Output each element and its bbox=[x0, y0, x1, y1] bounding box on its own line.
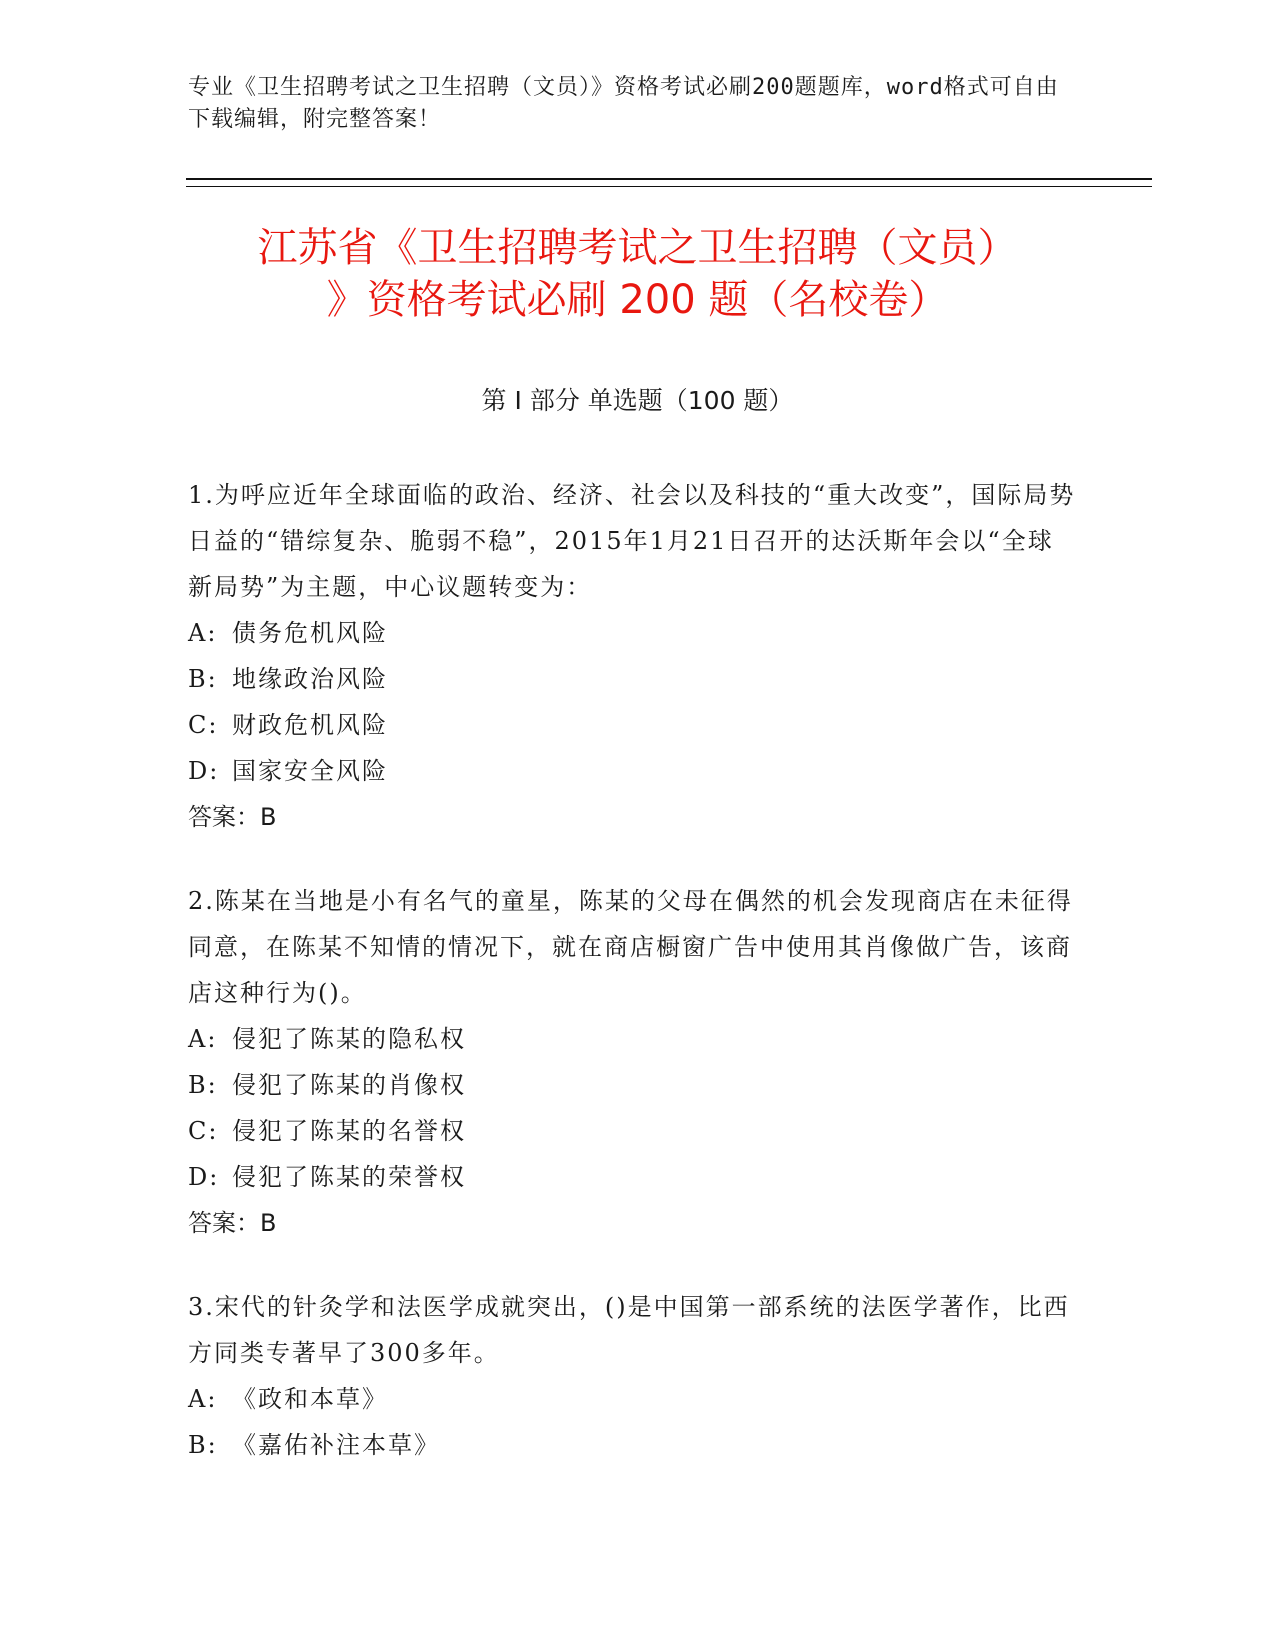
answer-value: B bbox=[260, 803, 277, 831]
option-b bbox=[188, 1062, 1078, 1108]
option-letter: B: bbox=[188, 1071, 218, 1099]
option-a bbox=[188, 610, 1078, 656]
question-stem: 2.陈某在当地是小有名气的童星，陈某的父母在偶然的机会发现商店在未征得同意，在陈某不知情的情况下，就在商店橱窗广告中使用其肖像做广告，该商店这种行为()。 bbox=[188, 887, 1073, 1007]
document-title-line-2: 》资格考试必刷 200 题（名校卷） bbox=[326, 277, 949, 323]
option-d bbox=[188, 1154, 1078, 1200]
question-item bbox=[188, 472, 1078, 840]
question-item bbox=[188, 1284, 1078, 1468]
option-b bbox=[188, 1422, 1078, 1468]
option-a bbox=[188, 1016, 1078, 1062]
answer-line bbox=[188, 794, 1078, 840]
option-letter: D: bbox=[188, 1163, 220, 1191]
option-d bbox=[188, 748, 1078, 794]
header-divider bbox=[186, 178, 1152, 180]
option-c bbox=[188, 702, 1078, 748]
option-text: 《政和本草》 bbox=[232, 1385, 388, 1413]
option-letter: A: bbox=[188, 1385, 218, 1413]
section-title: 第 I 部分 单选题（100 题） bbox=[481, 386, 794, 415]
option-letter: B: bbox=[188, 1431, 218, 1459]
option-text: 侵犯了陈某的名誉权 bbox=[232, 1117, 466, 1145]
header-note: 专业《卫生招聘考试之卫生招聘（文员）》资格考试必刷200题题库，word格式可自由下载编辑，附完整答案！ bbox=[188, 75, 1059, 132]
document-title-line-1: 江苏省《卫生招聘考试之卫生招聘（文员） bbox=[257, 225, 1018, 271]
answer-value: B bbox=[260, 1209, 277, 1237]
option-letter: A: bbox=[188, 1025, 218, 1053]
option-text: 侵犯了陈某的肖像权 bbox=[232, 1071, 466, 1099]
answer-label: 答案： bbox=[188, 803, 260, 831]
option-letter: C: bbox=[188, 711, 219, 739]
option-c bbox=[188, 1108, 1078, 1154]
question-stem: 1.为呼应近年全球面临的政治、经济、社会以及科技的“重大改变”，国际局势日益的“错综复杂、脆弱不稳”，2015年1月21日召开的达沃斯年会以“全球新局势”为主题，中心议题转变为： bbox=[188, 481, 1076, 601]
option-letter: C: bbox=[188, 1117, 219, 1145]
option-text: 债务危机风险 bbox=[232, 619, 388, 647]
question-list bbox=[188, 472, 1078, 1506]
option-letter: B: bbox=[188, 665, 218, 693]
option-text: 《嘉佑补注本草》 bbox=[232, 1431, 440, 1459]
option-text: 财政危机风险 bbox=[232, 711, 388, 739]
answer-label: 答案： bbox=[188, 1209, 260, 1237]
option-a bbox=[188, 1376, 1078, 1422]
option-text: 地缘政治风险 bbox=[232, 665, 388, 693]
document-title bbox=[140, 222, 1135, 326]
option-text: 侵犯了陈某的荣誉权 bbox=[232, 1163, 466, 1191]
question-item bbox=[188, 878, 1078, 1246]
option-b bbox=[188, 656, 1078, 702]
answer-line bbox=[188, 1200, 1078, 1246]
option-text: 侵犯了陈某的隐私权 bbox=[232, 1025, 466, 1053]
option-letter: D: bbox=[188, 757, 220, 785]
question-stem: 3.宋代的针灸学和法医学成就突出，()是中国第一部系统的法医学著作，比西方同类专著早了300多年。 bbox=[188, 1293, 1070, 1367]
option-text: 国家安全风险 bbox=[232, 757, 388, 785]
header-divider-thin bbox=[186, 186, 1152, 187]
option-letter: A: bbox=[188, 619, 218, 647]
